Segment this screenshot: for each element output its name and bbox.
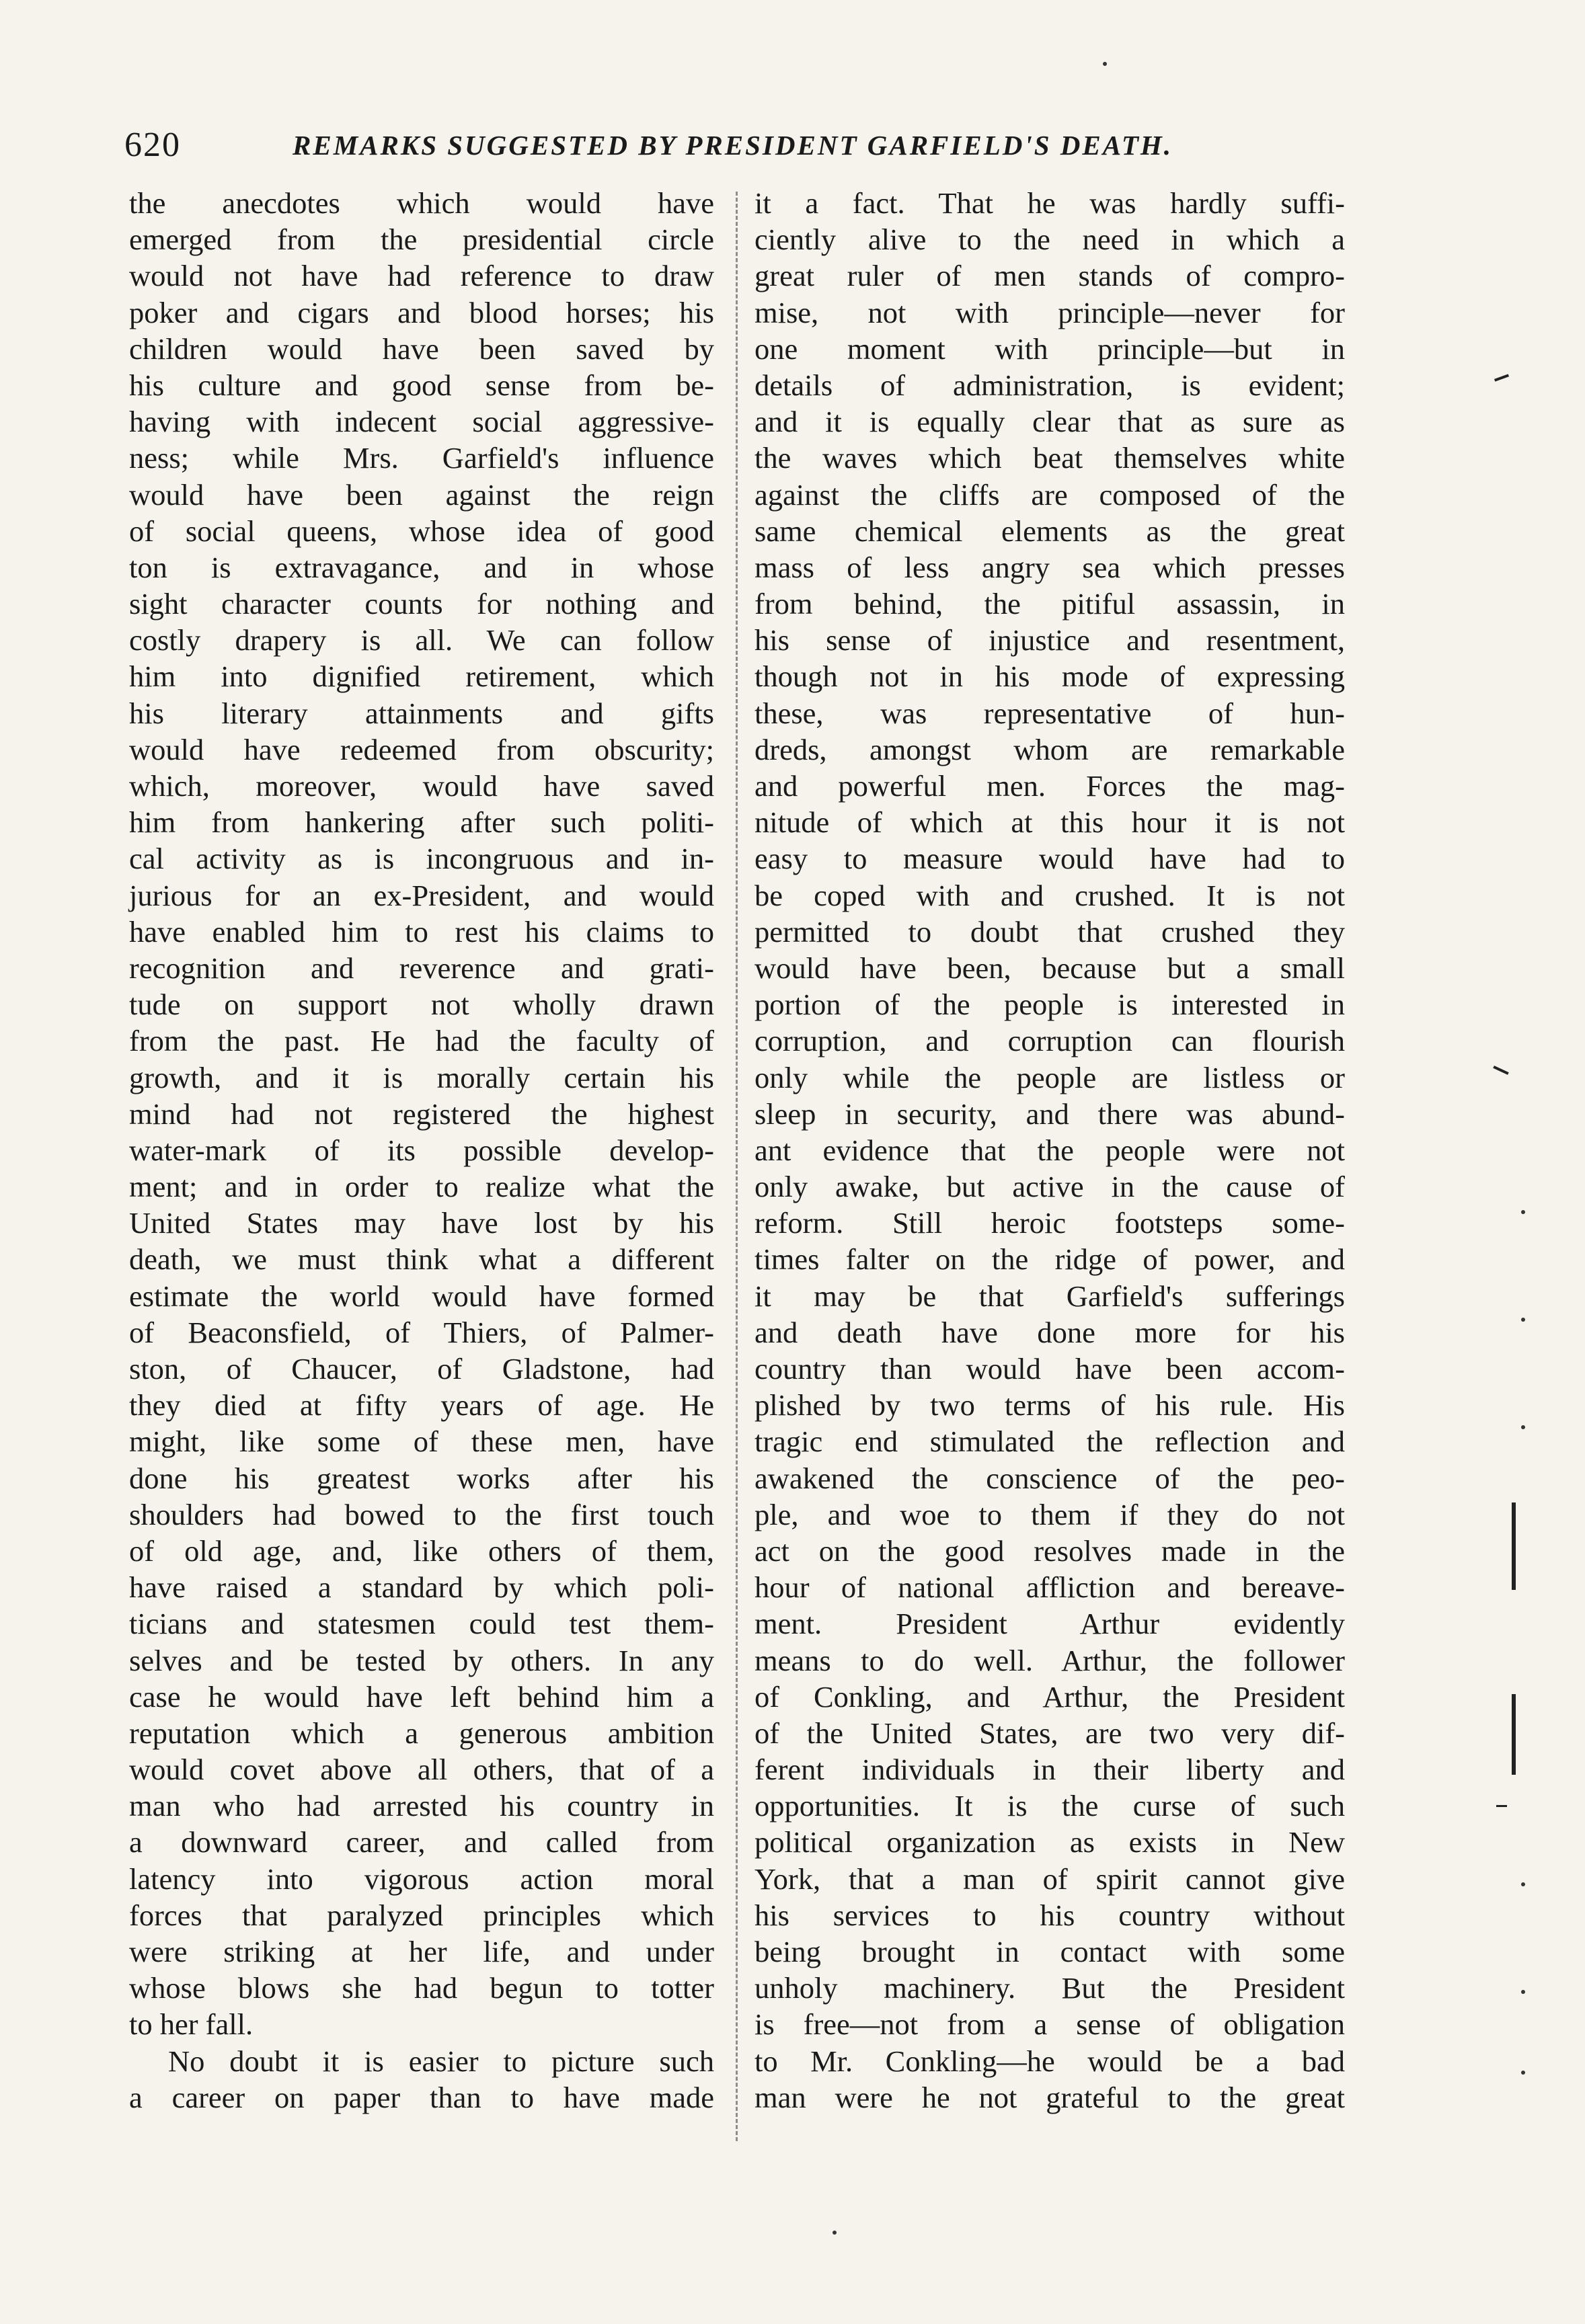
text-line: death, we must think what a different xyxy=(129,1242,714,1277)
margin-dot xyxy=(1521,1425,1525,1429)
text-line: country than would have been accom- xyxy=(755,1352,1345,1386)
text-line: reform. Still heroic footsteps some- xyxy=(755,1206,1345,1240)
text-line: of Beaconsfield, of Thiers, of Palmer- xyxy=(129,1315,714,1349)
margin-dot xyxy=(1521,1990,1525,1994)
right-text-column xyxy=(755,185,1345,2116)
text-line: act on the good resolves made in the xyxy=(755,1533,1345,1568)
text-line: estimate the world would have formed xyxy=(129,1279,714,1313)
text-line: mise, not with principle—never for xyxy=(755,295,1345,329)
text-line: from behind, the pitiful assassin, in xyxy=(755,587,1345,621)
text-line: easy to measure would have had to xyxy=(755,842,1345,876)
text-line: cal activity as is incongruous and in- xyxy=(129,842,714,876)
text-line: of social queens, whose idea of good xyxy=(129,514,714,548)
text-line: to her fall. xyxy=(129,2007,254,2042)
text-line: whose blows she had begun to totter xyxy=(129,1971,714,2005)
margin-dot xyxy=(1521,1882,1525,1886)
text-line: permitted to doubt that crushed they xyxy=(755,914,1345,949)
text-line: water-mark of its possible develop- xyxy=(129,1133,714,1167)
text-line: is free—not from a sense of obligation xyxy=(755,2007,1345,2042)
text-line: means to do well. Arthur, the follower xyxy=(755,1643,1345,1677)
margin-dot xyxy=(833,2231,837,2235)
text-line: were striking at her life, and under xyxy=(129,1935,714,1968)
text-line: growth, and it is morally certain his xyxy=(129,1060,714,1094)
text-line: tude on support not wholly drawn xyxy=(129,988,714,1022)
text-line: it a fact. That he was hardly suffi- xyxy=(755,186,1345,220)
text-line: which, moreover, would have saved xyxy=(129,769,714,803)
text-line: have raised a standard by which poli- xyxy=(129,1570,714,1605)
text-line: corruption, and corruption can flourish xyxy=(755,1024,1345,1058)
text-line: recognition and reverence and grati- xyxy=(129,951,714,985)
text-line: portion of the people is interested in xyxy=(755,988,1345,1022)
text-line: ferent individuals in their liberty and xyxy=(755,1753,1345,1787)
left-text-column xyxy=(129,185,714,2116)
text-line: poker and cigars and blood horses; his xyxy=(129,295,714,329)
text-line: great ruler of men stands of compro- xyxy=(755,259,1345,293)
text-line: emerged from the presidential circle xyxy=(129,223,714,257)
text-line: political organization as exists in New xyxy=(755,1825,1345,1859)
text-line: would have redeemed from obscurity; xyxy=(129,732,714,766)
margin-mark xyxy=(1496,1805,1507,1807)
text-line: these, was representative of hun- xyxy=(755,696,1345,730)
margin-mark xyxy=(1512,1694,1516,1775)
text-line: against the cliffs are composed of the xyxy=(755,477,1345,512)
margin-mark xyxy=(1494,374,1509,381)
text-line: tragic end stimulated the reflection and xyxy=(755,1425,1345,1459)
text-line: would not have had reference to draw xyxy=(129,259,714,293)
text-line: and it is equally clear that as sure as xyxy=(755,405,1345,439)
margin-dot xyxy=(1103,62,1107,66)
text-line: selves and be tested by others. In any xyxy=(129,1643,714,1677)
text-line: forces that paralyzed principles which xyxy=(129,1898,714,1932)
text-line: shoulders had bowed to the first touch xyxy=(129,1497,714,1531)
text-line: reputation which a generous ambition xyxy=(129,1716,714,1750)
text-line: nitude of which at this hour it is not xyxy=(755,805,1345,840)
text-line: case he would have left behind him a xyxy=(129,1679,714,1714)
text-line: details of administration, is evident; xyxy=(755,368,1345,402)
text-line: his sense of injustice and resentment, xyxy=(755,623,1345,657)
text-line: unholy machinery. But the President xyxy=(755,1971,1345,2005)
text-line: times falter on the ridge of power, and xyxy=(755,1242,1345,1277)
text-line: of old age, and, like others of them, xyxy=(129,1533,714,1568)
text-line: they died at fifty years of age. He xyxy=(129,1388,714,1423)
text-line: ment; and in order to realize what the xyxy=(129,1170,714,1204)
text-line: his culture and good sense from be- xyxy=(129,368,714,402)
text-line: dreds, amongst whom are remarkable xyxy=(755,732,1345,766)
text-line: a downward career, and called from xyxy=(129,1825,714,1859)
text-line: jurious for an ex-President, and would xyxy=(129,878,714,912)
text-line: ston, of Chaucer, of Gladstone, had xyxy=(129,1352,714,1386)
text-line: same chemical elements as the great xyxy=(755,514,1345,548)
text-line: to Mr. Conkling—he would be a bad xyxy=(755,2044,1345,2078)
text-line: hour of national affliction and bereave- xyxy=(755,1570,1345,1605)
text-line: ant evidence that the people were not xyxy=(755,1133,1345,1167)
text-line: man were he not grateful to the great xyxy=(755,2080,1345,2114)
text-line: only while the people are listless or xyxy=(755,1060,1345,1094)
margin-dot xyxy=(1521,1210,1525,1214)
text-line: his literary attainments and gifts xyxy=(129,696,714,730)
text-line: a career on paper than to have made xyxy=(129,2080,714,2114)
text-line: having with indecent social aggressive- xyxy=(129,405,714,439)
text-line: No doubt it is easier to picture such xyxy=(168,2044,714,2078)
text-line: York, that a man of spirit cannot give xyxy=(755,1861,1345,1896)
text-line: costly drapery is all. We can follow xyxy=(129,623,714,657)
text-line: though not in his mode of expressing xyxy=(755,659,1345,694)
margin-dot xyxy=(1521,2071,1525,2075)
text-line: from the past. He had the faculty of xyxy=(129,1024,714,1058)
text-line: plished by two terms of his rule. His xyxy=(755,1388,1345,1423)
text-line: and death have done more for his xyxy=(755,1315,1345,1349)
text-line: ton is extravagance, and in whose xyxy=(129,550,714,584)
text-line: awakened the conscience of the peo- xyxy=(755,1461,1345,1495)
text-line: sight character counts for nothing and xyxy=(129,587,714,621)
text-line: being brought in contact with some xyxy=(755,1935,1345,1968)
page-number: 620 xyxy=(124,126,181,164)
margin-dot xyxy=(1521,1318,1525,1322)
text-line: sleep in security, and there was abund- xyxy=(755,1096,1345,1131)
text-line: would have been, because but a small xyxy=(755,951,1345,985)
text-line: be coped with and crushed. It is not xyxy=(755,878,1345,912)
text-line: ness; while Mrs. Garfield's influence xyxy=(129,441,714,475)
column-divider xyxy=(736,192,738,2141)
text-line: ciently alive to the need in which a xyxy=(755,223,1345,257)
text-line: of the United States, are two very dif- xyxy=(755,1716,1345,1750)
text-line: mass of less angry sea which presses xyxy=(755,550,1345,584)
text-line: latency into vigorous action moral xyxy=(129,1861,714,1896)
text-line: opportunities. It is the curse of such xyxy=(755,1789,1345,1823)
text-line: his services to his country without xyxy=(755,1898,1345,1932)
running-head xyxy=(124,118,1362,172)
text-line: United States may have lost by his xyxy=(129,1206,714,1240)
text-line: mind had not registered the highest xyxy=(129,1096,714,1131)
margin-mark xyxy=(1493,1066,1508,1075)
text-line: only awake, but active in the cause of xyxy=(755,1170,1345,1204)
text-line: ment. President Arthur evidently xyxy=(755,1607,1345,1641)
text-line: done his greatest works after his xyxy=(129,1461,714,1495)
text-line: would have been against the reign xyxy=(129,477,714,512)
text-line: the waves which beat themselves white xyxy=(755,441,1345,475)
text-line: would covet above all others, that of a xyxy=(129,1753,714,1787)
text-line: one moment with principle—but in xyxy=(755,331,1345,366)
text-line: the anecdotes which would have xyxy=(129,186,714,220)
running-head-title: REMARKS SUGGESTED BY PRESIDENT GARFIELD'S DEATH. xyxy=(293,130,1173,161)
margin-mark xyxy=(1512,1502,1516,1590)
text-line: children would have been saved by xyxy=(129,331,714,366)
text-line: and powerful men. Forces the mag- xyxy=(755,769,1345,803)
text-line: man who had arrested his country in xyxy=(129,1789,714,1823)
text-line: have enabled him to rest his claims to xyxy=(129,914,714,949)
text-line: it may be that Garfield's sufferings xyxy=(755,1279,1345,1313)
text-line: of Conkling, and Arthur, the President xyxy=(755,1679,1345,1714)
text-line: him into dignified retirement, which xyxy=(129,659,714,694)
text-line: ple, and woe to them if they do not xyxy=(755,1497,1345,1531)
text-line: him from hankering after such politi- xyxy=(129,805,714,840)
text-line: might, like some of these men, have xyxy=(129,1425,714,1459)
text-line: ticians and statesmen could test them- xyxy=(129,1607,714,1641)
